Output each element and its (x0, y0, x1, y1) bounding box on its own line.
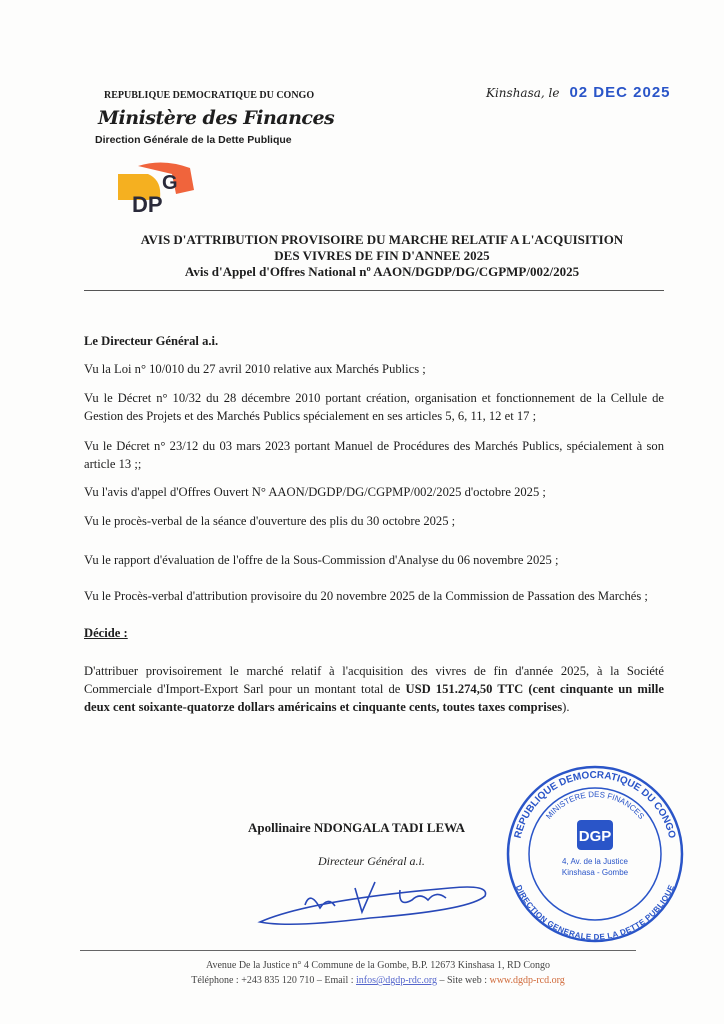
decision-text: D'attribuer provisoirement le marché relatif à l'acquisition des vivres de fin d'année 2025, à la Société Commerciale d'Import-Export Sarl pour un montant total de (84, 664, 664, 696)
dgdp-logo (118, 160, 198, 215)
date-stamp: 02 DEC 2025 (569, 84, 671, 101)
consideration: Vu le Procès-verbal d'attribution provisoire du 20 novembre 2025 de la Commission de Passation des Marchés ; (84, 589, 648, 603)
website-link[interactable]: www.dgdp-rcd.org (489, 975, 565, 986)
date-line (486, 84, 671, 102)
handwritten-signature (250, 870, 500, 930)
signatory-role: Directeur Général a.i. (318, 854, 425, 868)
signatory-name: Apollinaire NDONGALA TADI LEWA (248, 820, 466, 835)
footer (80, 958, 676, 988)
divider (84, 290, 664, 291)
stamp-outer-text: REPUBLIQUE DEMOCRATIQUE DU CONGO (512, 769, 678, 840)
svg-text:DIRECTION GENERALE DE LA DETTE (514, 883, 676, 942)
title-reference: Avis d'Appel d'Offres National nº AAON/DGDP/DG/CGPMP/002/2025 (184, 264, 580, 279)
ministry-heading: Ministère des Finances (98, 107, 335, 129)
footer-address: Avenue De la Justice n° 4 Commune de la Gombe, B.P. 12673 Kinshasa 1, RD Congo (205, 960, 551, 971)
decision-end: ). (562, 700, 570, 714)
consideration: Vu la Loi n° 10/010 du 27 avril 2010 relative aux Marchés Publics ; (84, 362, 426, 376)
city-label: Kinshasa, le (486, 86, 560, 100)
phone-label: Téléphone : +243 835 120 710 – Email : (191, 975, 357, 986)
svg-text:DGP: DGP (578, 828, 612, 845)
email-link[interactable]: infos@dgdp-rdc.org (356, 975, 437, 986)
svg-text:G: G (162, 172, 178, 194)
stamp-bottom-text: DIRECTION GENERALE DE LA DETTE PUBLIQUE (513, 883, 677, 942)
decide-label (84, 624, 664, 642)
svg-text:DP: DP (132, 192, 163, 215)
document-title (60, 232, 704, 280)
consideration: Vu le Décret n° 23/12 du 03 mars 2023 portant Manuel de Procédures des Marchés Publics, spécialement à son article 13 ;; (84, 439, 664, 471)
consideration: Vu le rapport d'évaluation de l'offre de la Sous-Commission d'Analyse du 06 novembre 2025 ; (84, 553, 559, 567)
consideration: Vu le procès-verbal de la séance d'ouverture des plis du 30 octobre 2025 ; (84, 514, 456, 528)
stamp-inner-text: MINISTERE DES FINANCES (544, 789, 646, 821)
footer-contact (80, 973, 676, 988)
consideration: Vu l'avis d'appel d'Offres Ouvert N° AAON/DGDP/DG/CGPMP/002/2025 d'octobre 2025 ; (84, 485, 546, 499)
site-label: – Site web : (436, 975, 490, 986)
official-stamp (505, 764, 685, 944)
republic-heading: REPUBLIQUE DEMOCRATIQUE DU CONGO (104, 90, 315, 101)
stamp-address-2: Kinshasa - Gombe (561, 868, 629, 877)
svg-text:MINISTERE DES FINANCES (544, 790, 646, 821)
decision-amount: USD 151.274,50 TTC (cent cinquante un mille deux cent soixante-quatorze dollars américains et cinquante cents, toutes taxes comprises (84, 682, 664, 714)
consideration: Vu le Décret n° 10/32 du 28 décembre 2010 portant création, organisation et fonctionnement de la Cellule de Gestion des Projets et des Marchés Publics spécialement en ses articles 5, 6, 11, 12 et 17 ; (84, 391, 664, 423)
stamp-address-1: 4, Av. de la Justice (562, 857, 628, 866)
title-line-1: AVIS D'ATTRIBUTION PROVISOIRE DU MARCHE RELATIF A L'ACQUISITION (140, 232, 624, 247)
decision-paragraph (84, 662, 664, 716)
decide-heading: Décide : (84, 626, 128, 640)
footer-divider (80, 950, 636, 951)
authority-label: Le Directeur Général a.i. (84, 334, 219, 348)
title-line-2: DES VIVRES DE FIN D'ANNEE 2025 (274, 248, 490, 263)
document-body (84, 332, 664, 716)
direction-heading: Direction Générale de la Dette Publique (95, 134, 292, 146)
